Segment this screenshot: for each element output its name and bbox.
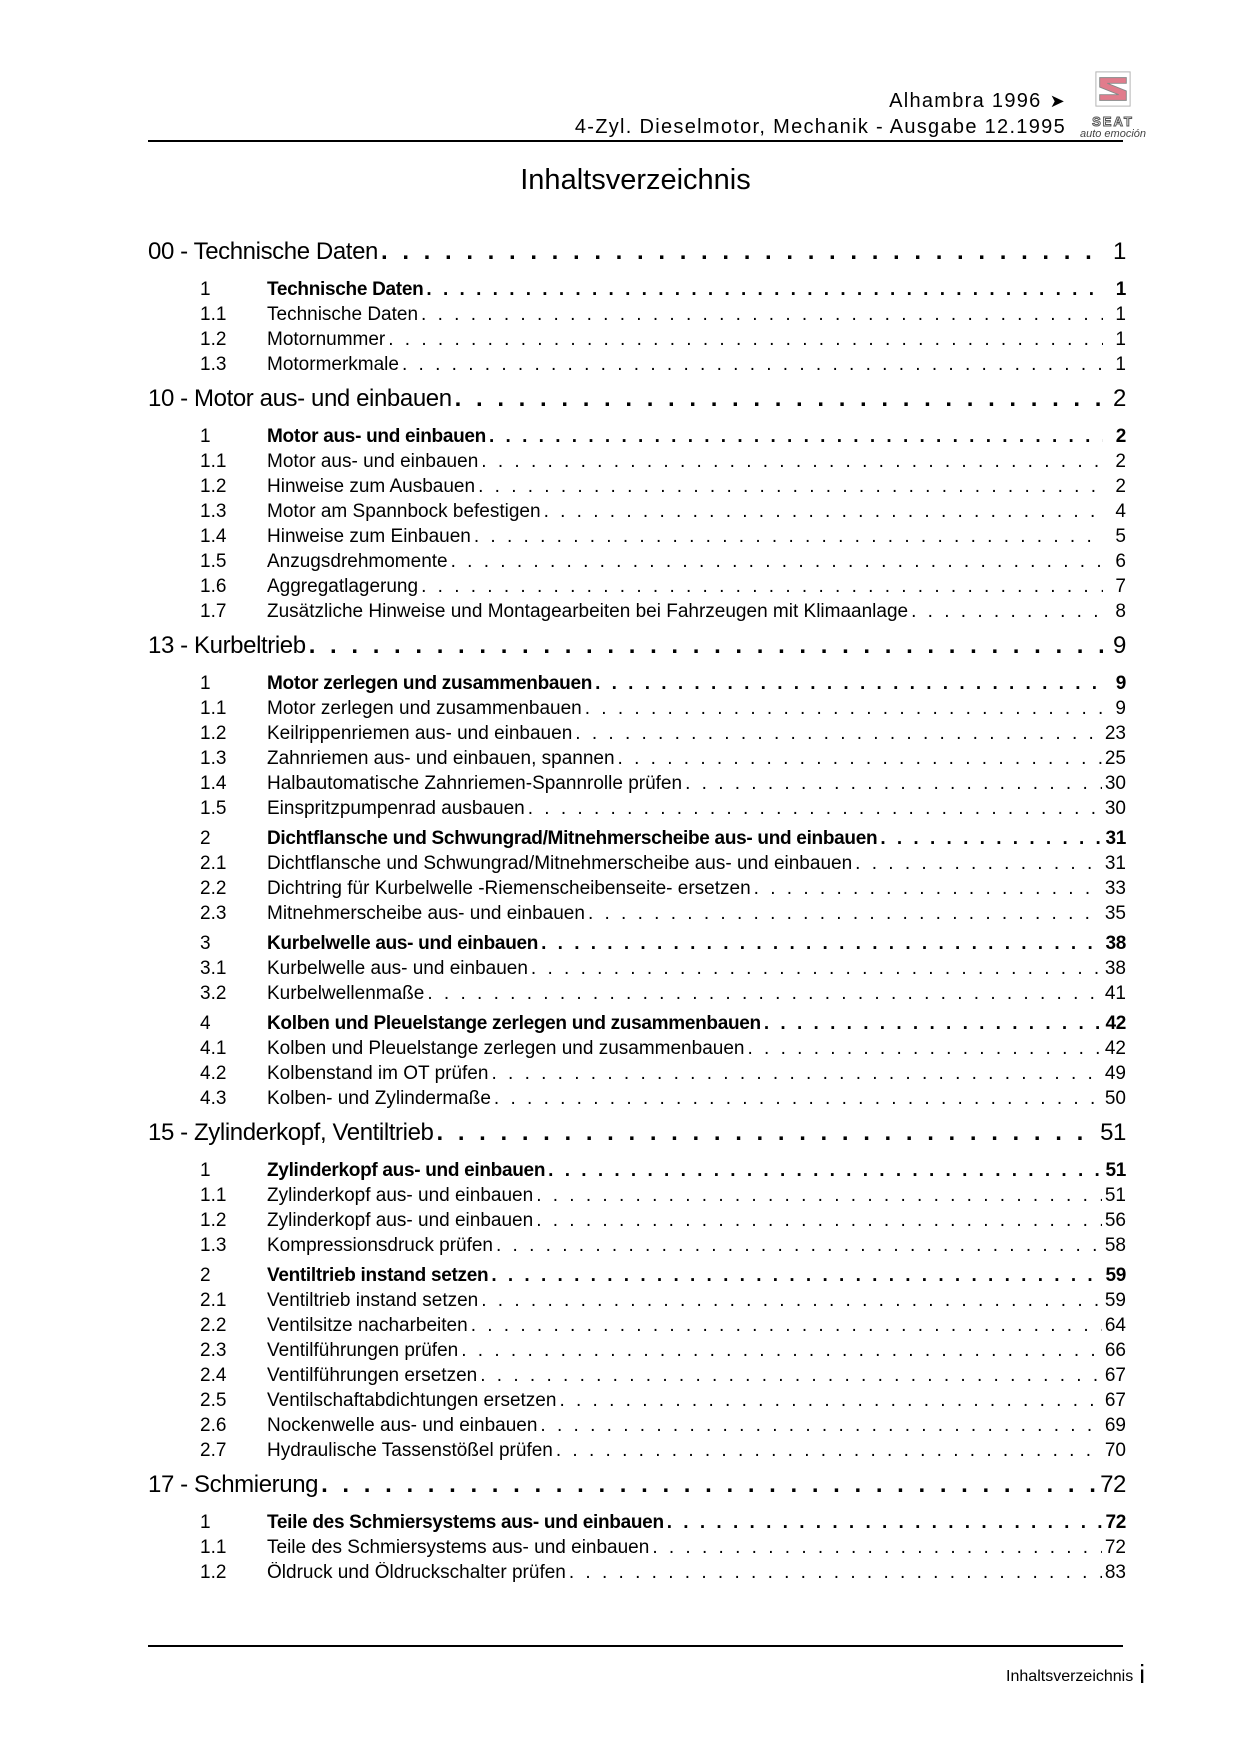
- toc-entry-number: 3.1: [200, 958, 227, 979]
- toc-page-number: 2: [1115, 476, 1126, 497]
- toc-entry-number: 1.2: [200, 476, 227, 497]
- toc-entry-number: 1.7: [200, 601, 227, 622]
- toc-subsection-link[interactable]: [148, 723, 1126, 748]
- page-header: [148, 88, 1066, 140]
- toc-subsection-link[interactable]: [148, 748, 1126, 773]
- toc-page-number: 72: [1100, 1471, 1126, 1498]
- toc-subsection-link[interactable]: [148, 1365, 1126, 1390]
- dot-leader: [544, 501, 1103, 523]
- dot-leader: [474, 526, 1103, 548]
- toc-subsection-link[interactable]: [148, 1390, 1126, 1415]
- toc-page-number: 23: [1104, 723, 1126, 744]
- toc-page-number: 6: [1115, 551, 1126, 572]
- toc-entry-label: Technische Daten: [267, 279, 424, 300]
- toc-page-number: 64: [1104, 1315, 1126, 1336]
- toc-page-number: 38: [1105, 933, 1126, 954]
- toc-entry-label: 10 - Motor aus- und einbauen: [148, 385, 452, 412]
- toc-entry-number: 1.1: [200, 304, 227, 325]
- toc-subsection-link[interactable]: [148, 853, 1126, 878]
- toc-entry-number: 1.1: [200, 698, 227, 719]
- toc-subsection-link[interactable]: [148, 1537, 1126, 1562]
- toc-entry-label: Technische Daten: [267, 304, 419, 325]
- dot-leader: [480, 1365, 1102, 1387]
- toc-entry-number: 1.2: [200, 1210, 227, 1231]
- toc-entry-label: Einspritzpumpenrad ausbauen: [267, 798, 525, 819]
- toc-entry-number: 1.2: [200, 1562, 227, 1583]
- toc-page-number: 1: [1115, 304, 1126, 325]
- page-title: Inhaltsverzeichnis: [520, 164, 751, 196]
- dot-leader: [491, 1265, 1102, 1287]
- dot-leader: [764, 1013, 1103, 1035]
- footer-divider: [148, 1645, 1123, 1647]
- toc-entry-number: 2.2: [200, 878, 227, 899]
- dot-leader: [541, 933, 1102, 955]
- toc-subsection-link[interactable]: [148, 1415, 1126, 1440]
- toc-chapter-link[interactable]: [148, 1119, 1126, 1155]
- dot-leader: [585, 698, 1103, 720]
- toc-entry-number: 1.5: [200, 798, 227, 819]
- toc-entry-label: Kolben und Pleuelstange zerlegen und zusammenbauen: [267, 1013, 761, 1034]
- toc-page-number: 9: [1113, 632, 1126, 659]
- dot-leader: [388, 329, 1103, 351]
- toc-page-number: 56: [1104, 1210, 1126, 1231]
- toc-page-number: 1: [1113, 238, 1126, 265]
- toc-entry-label: Mitnehmerscheibe aus- und einbauen: [267, 903, 585, 924]
- toc-entry-number: 2: [200, 828, 211, 849]
- toc-entry-label: Halbautomatische Zahnriemen-Spannrolle prüfen: [267, 773, 683, 794]
- toc-chapter-link[interactable]: [148, 238, 1126, 274]
- toc-entry-label: Motor am Spannbock befestigen: [267, 501, 541, 522]
- toc-subsection-link[interactable]: [148, 1088, 1126, 1113]
- dot-leader: [426, 279, 1103, 301]
- header-model: Alhambra 1996 ➤: [889, 90, 1066, 112]
- dot-leader: [381, 238, 1103, 266]
- toc-entry-number: 1.3: [200, 748, 227, 769]
- toc-subsection-link[interactable]: [148, 958, 1126, 983]
- toc-subsection-link[interactable]: [148, 304, 1126, 329]
- dot-leader: [461, 1340, 1102, 1362]
- toc-entry-label: Motornummer: [267, 329, 386, 350]
- toc-subsection-link[interactable]: [148, 329, 1126, 354]
- toc-entry-number: 1.5: [200, 551, 227, 572]
- dot-leader: [536, 1210, 1102, 1232]
- toc-page-number: 67: [1104, 1365, 1126, 1386]
- toc-entry-label: Ventiltrieb instand setzen: [267, 1290, 479, 1311]
- toc-subsection-link[interactable]: [148, 1185, 1126, 1210]
- toc-section-link[interactable]: [148, 673, 1126, 698]
- dot-leader: [494, 1088, 1102, 1110]
- toc-entry-number: 3.2: [200, 983, 227, 1004]
- toc-page-number: 50: [1104, 1088, 1126, 1109]
- toc-page-number: 67: [1104, 1390, 1126, 1411]
- dot-leader: [536, 1185, 1102, 1207]
- toc-entry-label: Kolbenstand im OT prüfen: [267, 1063, 489, 1084]
- seat-logo: [1068, 70, 1158, 140]
- toc-page-number: 69: [1104, 1415, 1126, 1436]
- dot-leader: [569, 1562, 1102, 1584]
- toc-page-number: 7: [1115, 576, 1126, 597]
- toc-entry-label: Ventilschaftabdichtungen ersetzen: [267, 1390, 557, 1411]
- toc-entry-label: 00 - Technische Daten: [148, 238, 378, 265]
- toc-entry-number: 2.4: [200, 1365, 227, 1386]
- footer-page-number: i: [1139, 1659, 1145, 1689]
- toc-entry-number: 1: [200, 279, 211, 300]
- toc-entry-label: Aggregatlagerung: [267, 576, 419, 597]
- dot-leader: [471, 1315, 1102, 1337]
- toc-page-number: 51: [1104, 1185, 1126, 1206]
- toc-subsection-link[interactable]: [148, 354, 1126, 379]
- dot-leader: [667, 1512, 1103, 1534]
- toc-entry-number: 2.3: [200, 1340, 227, 1361]
- toc-entry-label: Kolben und Pleuelstange zerlegen und zusammenbauen: [267, 1038, 745, 1059]
- toc-page-number: 25: [1104, 748, 1126, 769]
- toc-page-number: 41: [1104, 983, 1126, 1004]
- toc-subsection-link[interactable]: [148, 526, 1126, 551]
- toc-entry-label: Teile des Schmiersystems aus- und einbauen: [267, 1537, 650, 1558]
- toc-entry-label: 17 - Schmierung: [148, 1471, 319, 1498]
- toc-entry-number: 1.3: [200, 501, 227, 522]
- toc-page-number: 66: [1104, 1340, 1126, 1361]
- toc-entry-number: 1.1: [200, 451, 227, 472]
- dot-leader: [321, 1471, 1097, 1499]
- toc-entry-number: 2.5: [200, 1390, 227, 1411]
- dot-leader: [911, 601, 1103, 623]
- toc-entry-number: 1.2: [200, 723, 227, 744]
- toc-entry-label: Motor aus- und einbauen: [267, 426, 486, 447]
- toc-entry-label: 15 - Zylinderkopf, Ventiltrieb: [148, 1119, 434, 1146]
- toc-page-number: 58: [1104, 1235, 1126, 1256]
- dot-leader: [548, 1160, 1102, 1182]
- toc-page-number: 51: [1105, 1160, 1126, 1181]
- dot-leader: [595, 673, 1103, 695]
- dot-leader: [402, 354, 1103, 376]
- toc-entry-label: Motormerkmale: [267, 354, 399, 375]
- toc-entry-label: Motor zerlegen und zusammenbauen: [267, 673, 593, 694]
- toc-entry-number: 3: [200, 933, 211, 954]
- toc-page-number: 31: [1105, 828, 1126, 849]
- toc-entry-label: Dichtring für Kurbelwelle -Riemenscheibenseite- ersetzen: [267, 878, 751, 899]
- toc-entry-number: 1: [200, 1512, 211, 1533]
- toc-chapter-link[interactable]: [148, 385, 1126, 421]
- dot-leader: [618, 748, 1102, 770]
- toc-page-number: 59: [1105, 1265, 1126, 1286]
- toc-subsection-link[interactable]: [148, 698, 1126, 723]
- toc-page-number: 42: [1105, 1013, 1126, 1034]
- toc-page-number: 5: [1115, 526, 1126, 547]
- toc-page-number: 9: [1115, 673, 1126, 694]
- toc-entry-label: Zusätzliche Hinweise und Montagearbeiten bei Fahrzeugen mit Klimaanlage: [267, 601, 909, 622]
- dot-leader: [575, 723, 1102, 745]
- toc-entry-number: 1.1: [200, 1537, 227, 1558]
- toc-page-number: 42: [1104, 1038, 1126, 1059]
- toc-entry-number: 4.3: [200, 1088, 227, 1109]
- seat-brand-text: SEAT: [1092, 114, 1134, 129]
- toc-subsection-link[interactable]: [148, 798, 1126, 823]
- toc-section-link[interactable]: [148, 933, 1126, 958]
- toc-entry-label: Kolben- und Zylindermaße: [267, 1088, 491, 1109]
- toc-section-link[interactable]: [148, 1013, 1126, 1038]
- dot-leader: [478, 476, 1103, 498]
- toc-subsection-link[interactable]: [148, 983, 1126, 1008]
- toc-page-number: 72: [1104, 1537, 1126, 1558]
- toc-entry-number: 1.1: [200, 1185, 227, 1206]
- toc-page-number: 1: [1115, 329, 1126, 350]
- dot-leader: [754, 878, 1102, 900]
- seat-s-logo-icon: [1094, 70, 1132, 108]
- toc-entry-label: Anzugsdrehmomente: [267, 551, 448, 572]
- arrow-right-icon: ➤: [1049, 91, 1066, 111]
- toc-entry-label: Keilrippenriemen aus- und einbauen: [267, 723, 573, 744]
- toc-entry-label: Zylinderkopf aus- und einbauen: [267, 1185, 534, 1206]
- toc-entry-label: Hinweise zum Ausbauen: [267, 476, 476, 497]
- toc-page-number: 4: [1115, 501, 1126, 522]
- toc-subsection-link[interactable]: [148, 1235, 1126, 1260]
- toc-section-link[interactable]: [148, 1512, 1126, 1537]
- toc-subsection-link[interactable]: [148, 1562, 1126, 1587]
- toc-page-number: 2: [1115, 426, 1126, 447]
- toc-entry-number: 2.6: [200, 1415, 227, 1436]
- toc-page-number: 2: [1115, 451, 1126, 472]
- toc-page-number: 83: [1104, 1562, 1126, 1583]
- toc-subsection-link[interactable]: [148, 773, 1126, 798]
- toc-entry-number: 1: [200, 426, 211, 447]
- toc-entry-label: Zylinderkopf aus- und einbauen: [267, 1210, 534, 1231]
- toc-entry-label: Zahnriemen aus- und einbauen, spannen: [267, 748, 615, 769]
- toc-entry-label: Nockenwelle aus- und einbauen: [267, 1415, 538, 1436]
- dot-leader: [540, 1415, 1101, 1437]
- toc-page-number: 2: [1113, 385, 1126, 412]
- toc-entry-number: 4: [200, 1013, 211, 1034]
- dot-leader: [481, 451, 1103, 473]
- toc-entry-number: 1.3: [200, 354, 227, 375]
- toc-subsection-link[interactable]: [148, 476, 1126, 501]
- header-divider: [148, 140, 1123, 142]
- toc-entry-label: Ventilsitze nacharbeiten: [267, 1315, 468, 1336]
- dot-leader: [747, 1038, 1101, 1060]
- toc-entry-number: 4.2: [200, 1063, 227, 1084]
- dot-leader: [455, 385, 1103, 413]
- table-of-contents: [148, 232, 1126, 1587]
- toc-entry-label: Kurbelwelle aus- und einbauen: [267, 958, 528, 979]
- toc-page-number: 33: [1104, 878, 1126, 899]
- dot-leader: [685, 773, 1102, 795]
- toc-entry-number: 1.4: [200, 526, 227, 547]
- toc-page-number: 38: [1104, 958, 1126, 979]
- toc-entry-number: 2.1: [200, 1290, 227, 1311]
- toc-entry-label: Öldruck und Öldruckschalter prüfen: [267, 1562, 566, 1583]
- toc-entry-number: 4.1: [200, 1038, 227, 1059]
- dot-leader: [309, 632, 1103, 660]
- page-footer: [1006, 1659, 1145, 1689]
- seat-tagline: auto emoción: [1079, 128, 1147, 140]
- toc-entry-number: 1.6: [200, 576, 227, 597]
- dot-leader: [652, 1537, 1102, 1559]
- toc-subsection-link[interactable]: [148, 1038, 1126, 1063]
- dot-leader: [855, 853, 1102, 875]
- toc-chapter-link[interactable]: [148, 632, 1126, 668]
- toc-page-number: 31: [1104, 853, 1126, 874]
- toc-section-link[interactable]: [148, 828, 1126, 853]
- dot-leader: [531, 958, 1102, 980]
- toc-subsection-link[interactable]: [148, 576, 1126, 601]
- toc-subsection-link[interactable]: [148, 501, 1126, 526]
- toc-page-number: 1: [1115, 279, 1126, 300]
- toc-page-number: 51: [1100, 1119, 1126, 1146]
- toc-entry-number: 1.2: [200, 329, 227, 350]
- toc-entry-number: 1.4: [200, 773, 227, 794]
- toc-subsection-link[interactable]: [148, 1315, 1126, 1340]
- footer-section-label: Inhaltsverzeichnis: [1006, 1668, 1134, 1685]
- dot-leader: [559, 1390, 1101, 1412]
- toc-page-number: 49: [1104, 1063, 1126, 1084]
- toc-subsection-link[interactable]: [148, 451, 1126, 476]
- dot-leader: [491, 1063, 1101, 1085]
- toc-page-number: 30: [1104, 798, 1126, 819]
- dot-leader: [556, 1440, 1102, 1462]
- dot-leader: [496, 1235, 1102, 1257]
- toc-page-number: 70: [1104, 1440, 1126, 1461]
- toc-entry-label: Kurbelwellenmaße: [267, 983, 425, 1004]
- toc-subsection-link[interactable]: [148, 551, 1126, 576]
- toc-entry-number: 1: [200, 1160, 211, 1181]
- dot-leader: [481, 1290, 1102, 1312]
- dot-leader: [489, 426, 1103, 448]
- toc-entry-label: Kurbelwelle aus- und einbauen: [267, 933, 539, 954]
- toc-entry-label: Hydraulische Tassenstößel prüfen: [267, 1440, 553, 1461]
- toc-section-link[interactable]: [148, 426, 1126, 451]
- dot-leader: [451, 551, 1103, 573]
- toc-chapter-link[interactable]: [148, 1471, 1126, 1507]
- toc-entry-label: Ventilführungen prüfen: [267, 1340, 459, 1361]
- dot-leader: [880, 828, 1102, 850]
- toc-page-number: 35: [1104, 903, 1126, 924]
- toc-entry-number: 1: [200, 673, 211, 694]
- dot-leader: [421, 304, 1103, 326]
- toc-entry-number: 2.2: [200, 1315, 227, 1336]
- toc-entry-number: 2: [200, 1265, 211, 1286]
- toc-entry-number: 1.3: [200, 1235, 227, 1256]
- toc-subsection-link[interactable]: [148, 878, 1126, 903]
- toc-entry-label: Hinweise zum Einbauen: [267, 526, 471, 547]
- toc-entry-label: Ventilführungen ersetzen: [267, 1365, 478, 1386]
- toc-page-number: 8: [1115, 601, 1126, 622]
- dot-leader: [427, 983, 1102, 1005]
- toc-page-number: 30: [1104, 773, 1126, 794]
- toc-subsection-link[interactable]: [148, 1210, 1126, 1235]
- dot-leader: [588, 903, 1102, 925]
- toc-entry-label: Dichtflansche und Schwungrad/Mitnehmerscheibe aus- und einbauen: [267, 853, 853, 874]
- toc-page-number: 59: [1104, 1290, 1126, 1311]
- toc-subsection-link[interactable]: [148, 1290, 1126, 1315]
- toc-subsection-link[interactable]: [148, 1340, 1126, 1365]
- toc-subsection-link[interactable]: [148, 1063, 1126, 1088]
- toc-entry-label: Ventiltrieb instand setzen: [267, 1265, 489, 1286]
- toc-entry-label: Teile des Schmiersystems aus- und einbauen: [267, 1512, 664, 1533]
- toc-page-number: 72: [1105, 1512, 1126, 1533]
- dot-leader: [528, 798, 1102, 820]
- toc-section-link[interactable]: [148, 279, 1126, 304]
- toc-entry-label: Zylinderkopf aus- und einbauen: [267, 1160, 546, 1181]
- toc-section-link[interactable]: [148, 1265, 1126, 1290]
- toc-subsection-link[interactable]: [148, 601, 1126, 626]
- toc-entry-label: Motor zerlegen und zusammenbauen: [267, 698, 582, 719]
- toc-subsection-link[interactable]: [148, 903, 1126, 928]
- toc-entry-label: Motor aus- und einbauen: [267, 451, 479, 472]
- toc-subsection-link[interactable]: [148, 1440, 1126, 1465]
- header-subtitle: 4-Zyl. Dieselmotor, Mechanik - Ausgabe 12.1995: [574, 116, 1066, 138]
- toc-page-number: 9: [1115, 698, 1126, 719]
- toc-entry-number: 2.7: [200, 1440, 227, 1461]
- toc-entry-number: 2.1: [200, 853, 227, 874]
- toc-page-number: 1: [1115, 354, 1126, 375]
- toc-entry-label: Dichtflansche und Schwungrad/Mitnehmerscheibe aus- und einbauen: [267, 828, 878, 849]
- toc-entry-label: Kompressionsdruck prüfen: [267, 1235, 493, 1256]
- toc-section-link[interactable]: [148, 1160, 1126, 1185]
- dot-leader: [436, 1119, 1097, 1147]
- dot-leader: [421, 576, 1103, 598]
- toc-entry-label: 13 - Kurbeltrieb: [148, 632, 306, 659]
- toc-entry-number: 2.3: [200, 903, 227, 924]
